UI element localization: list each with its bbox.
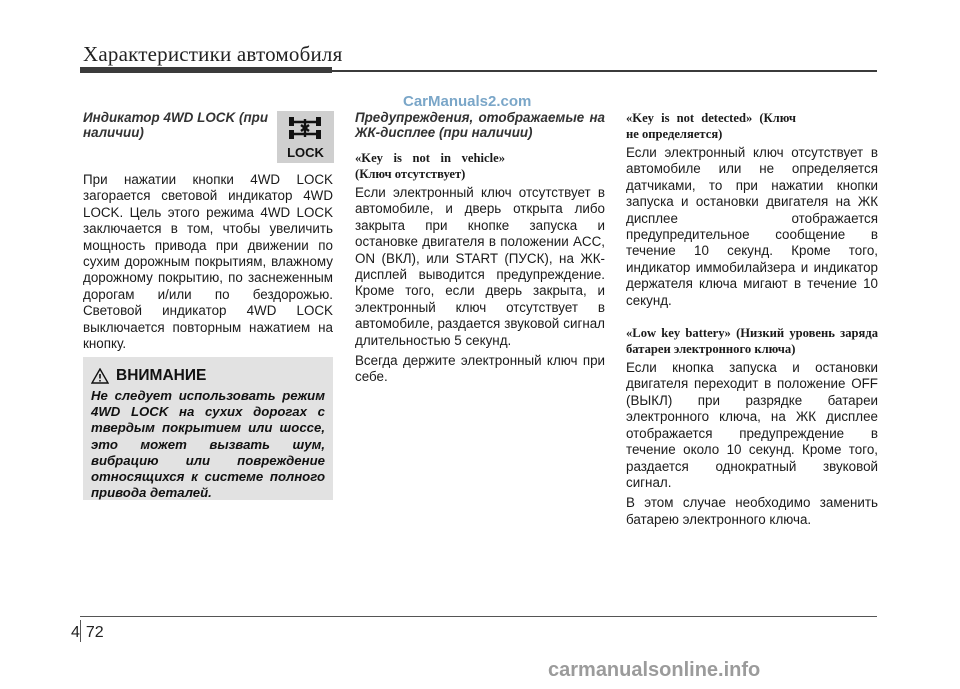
warning-title-text: ВНИМАНИЕ — [116, 367, 207, 384]
page-number — [71, 624, 104, 642]
warning-text: Не следует использовать режим 4WD LOCK на сухих дорогах с твердым покрытием или шоссе, это может вызвать шум, вибрацию или повреждение относящихся к системе полного привода деталей. — [91, 388, 325, 501]
header-rule-thin — [332, 70, 877, 72]
watermark-bottom: carmanualsonline.info — [548, 659, 761, 681]
section-heading-4wd-lock: Индикатор 4WD LOCK (при наличии) — [83, 110, 268, 140]
warning-title — [91, 367, 206, 385]
paragraph-key-not-detected: Если электронный ключ отсутствует в автомобиле или не определяется датчиками, то при нажатии кнопки запуска и остановки двигателя на ЖК дисплее отображается предупредительное сообщение в течение 10 секунд. Кроме того, индикатор иммобилайзера и индикатор держателя ключа мигают в течение 10 секунд. — [626, 145, 878, 308]
paragraph-keep-key: Всегда держите электронный ключ при себе. — [355, 353, 605, 385]
watermark-top: CarManuals2.com — [403, 93, 532, 110]
4wd-lock-icon-label: LOCK — [287, 145, 324, 160]
subheading-key-not-in-vehicle: «Key is not in vehicle» (Ключ отсутствует) — [355, 151, 505, 181]
header-rule-thick — [80, 67, 332, 73]
paragraph-replace-battery: В этом случае необходимо заменить батарею электронного ключа. — [626, 495, 878, 527]
column-3 — [626, 110, 878, 532]
section-heading-lcd-warnings: Предупреждения, отображаемые на ЖК-дисплее (при наличии) — [355, 110, 605, 140]
column-2 — [355, 110, 605, 390]
page-header-title: Характеристики автомобиля — [83, 42, 343, 66]
warning-triangle-icon — [91, 368, 109, 384]
paragraph-low-key-battery: Если кнопка запуска и остановки двигателя переходит в положение OFF (ВЫКЛ) при разрядке батареи электронного ключа, на ЖК дисплее отображается предупреждение в течение около 10 секунд. Кроме того, раздается однократный звуковой сигнал. — [626, 360, 878, 490]
page-number-value: 72 — [85, 624, 104, 641]
subheading-low-key-battery: «Low key battery» (Низкий уровень заряда батареи электронного ключа) — [626, 326, 878, 357]
4wd-lock-icon — [277, 111, 334, 163]
paragraph-key-not-in-vehicle: Если электронный ключ отсутствует в автомобиле, и дверь открыта либо закрыта при кнопке запуска и остановке двигателя в положении ACC, ON (ВКЛ), или START (ПУСК), на ЖК-дисплей выводится предупреждение. Кроме того, если дверь закрыта, и электронный ключ отсутствует в автомобиле, раздается звуковой сигнал длительностью 5 секунд. — [355, 185, 605, 348]
warning-box — [83, 357, 333, 500]
footer-rule — [80, 616, 877, 617]
paragraph-4wd-lock: При нажатии кнопки 4WD LOCK загорается световой индикатор 4WD LOCK. Цель этого режима 4WD LOCK заключается в том, чтобы увеличить мощность привода при движении по сухим дорожным покрытиям, влажному дорожному покрытию, по заснеженным дорогам и/или по бездорожью. Световой индикатор 4WD LOCK выключается повторным нажатием на кнопку. — [83, 172, 333, 352]
chapter-number: 4 — [71, 624, 80, 641]
subheading-key-not-detected: «Key is not detected» (Ключ не определяется) — [626, 111, 796, 141]
